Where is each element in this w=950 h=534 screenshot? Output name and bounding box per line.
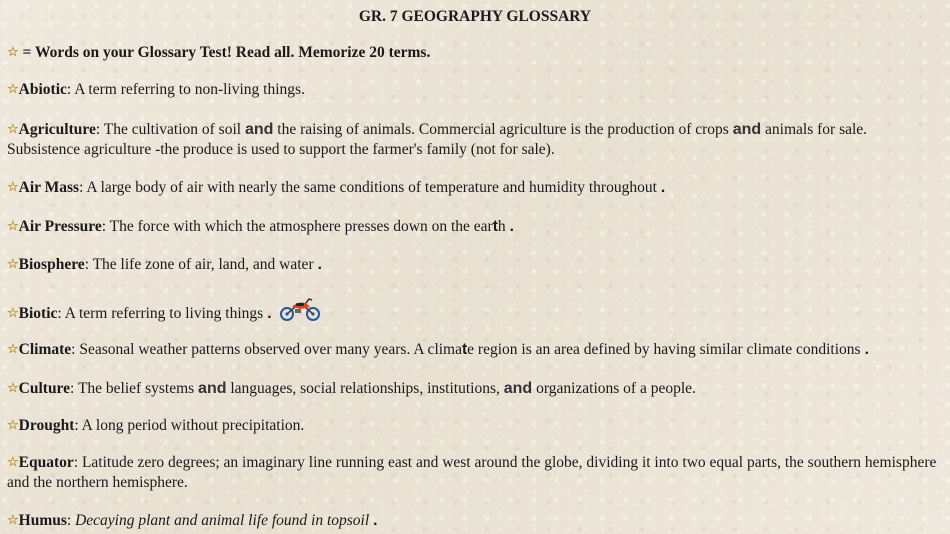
- glossary-entry-agriculture: [7, 120, 939, 160]
- star-icon: ☆: [7, 306, 19, 321]
- term-biosphere: Biosphere: [18, 256, 85, 273]
- term-biotic: Biotic: [18, 305, 58, 322]
- definition-biotic: : A term referring to living things: [57, 305, 264, 322]
- definition-abiotic: : A term referring to non-living things.: [66, 81, 305, 98]
- star-icon: ☆: [7, 342, 19, 357]
- star-icon: ☆: [7, 418, 19, 433]
- definition-air-mass: : A large body of air with nearly the same conditions of temperature and humidity throughout: [79, 179, 657, 196]
- term-abiotic: Abiotic: [18, 81, 67, 98]
- legend-text: = Words on your Glossary Test! Read all. Memorize 20 terms.: [22, 44, 431, 61]
- definition-culture-part3: organizations of a people.: [532, 380, 696, 397]
- definition-climate-part1: : Seasonal weather patterns observed over many years. A clima: [71, 341, 462, 358]
- definition-biosphere: : The life zone of air, land, and water: [84, 256, 314, 273]
- glossary-entry-climate: [7, 340, 939, 360]
- star-icon: ☆: [7, 180, 19, 195]
- glossary-entry-biotic: [7, 298, 939, 328]
- star-icon: ☆: [7, 455, 19, 470]
- term-humus: Humus: [18, 512, 67, 529]
- trailing-dot: .: [660, 179, 666, 196]
- and-word: and: [503, 380, 533, 397]
- humus-colon: :: [66, 512, 76, 529]
- trailing-dot: .: [864, 341, 869, 358]
- page-title: GR. 7 GEOGRAPHY GLOSSARY: [358, 8, 592, 25]
- definition-air-pressure-part2: h: [497, 218, 506, 235]
- term-equator: Equator: [18, 454, 74, 471]
- definition-air-pressure-part1: : The force with which the atmosphere presses down on the ear: [101, 218, 493, 235]
- glossary-entry-biosphere: [7, 255, 939, 275]
- definition-climate-part2: e region is an area defined by having similar climate conditions: [467, 341, 861, 358]
- and-word: and: [198, 380, 227, 397]
- definition-culture-part1: : The belief systems: [70, 380, 199, 397]
- star-icon: ☆: [7, 381, 19, 396]
- glossary-entry-air-mass: [7, 178, 939, 198]
- definition-agriculture-part2: the raising of animals. Commercial agriculture is the production of crops: [273, 121, 733, 138]
- term-culture: Culture: [18, 380, 71, 397]
- star-icon: ☆: [7, 257, 19, 272]
- glossary-entry-drought: [7, 416, 939, 436]
- legend-line: [7, 43, 939, 63]
- term-air-pressure: Air Pressure: [18, 218, 102, 235]
- motorcycle-icon: [279, 298, 321, 328]
- and-word: and: [244, 121, 274, 138]
- star-icon: ☆: [7, 513, 19, 528]
- star-icon: ☆: [7, 82, 19, 97]
- definition-humus: Decaying plant and animal life found in topsoil: [75, 512, 370, 529]
- glossary-entry-air-pressure: [7, 217, 939, 237]
- trailing-dot: .: [267, 305, 272, 322]
- and-word: and: [732, 121, 762, 138]
- definition-drought: : A long period without precipitation.: [74, 417, 305, 434]
- definition-equator: : Latitude zero degrees; an imaginary line running east and west around the globe, dividing it into two equal parts, the southern hemisphere and the northern hemisphere.: [7, 454, 937, 491]
- definition-agriculture-part1: : The cultivation of soil: [95, 121, 245, 138]
- glossary-entry-equator: [7, 453, 939, 493]
- glossary-entry-abiotic: [7, 80, 939, 100]
- trailing-dot: .: [373, 512, 378, 529]
- trailing-dot: .: [509, 218, 514, 235]
- term-climate: Climate: [18, 341, 72, 358]
- glossary-entry-humus: [7, 511, 939, 531]
- definition-agriculture-part3: animals for sale. Subsistence agriculture -the produce is used to support the farmer's family (not for sale).: [7, 121, 868, 158]
- definition-culture-part2: languages, social relationships, institutions,: [226, 380, 504, 397]
- trailing-dot: .: [317, 256, 322, 273]
- term-drought: Drought: [18, 417, 75, 434]
- emphasized-letter: t: [492, 218, 498, 235]
- star-icon: ☆: [7, 122, 19, 137]
- glossary-entry-culture: [7, 379, 939, 399]
- term-agriculture: Agriculture: [18, 121, 96, 138]
- term-air-mass: Air Mass: [18, 179, 80, 196]
- star-icon: ☆: [7, 45, 19, 60]
- emphasized-letter: t: [462, 341, 468, 358]
- star-icon: ☆: [7, 219, 19, 234]
